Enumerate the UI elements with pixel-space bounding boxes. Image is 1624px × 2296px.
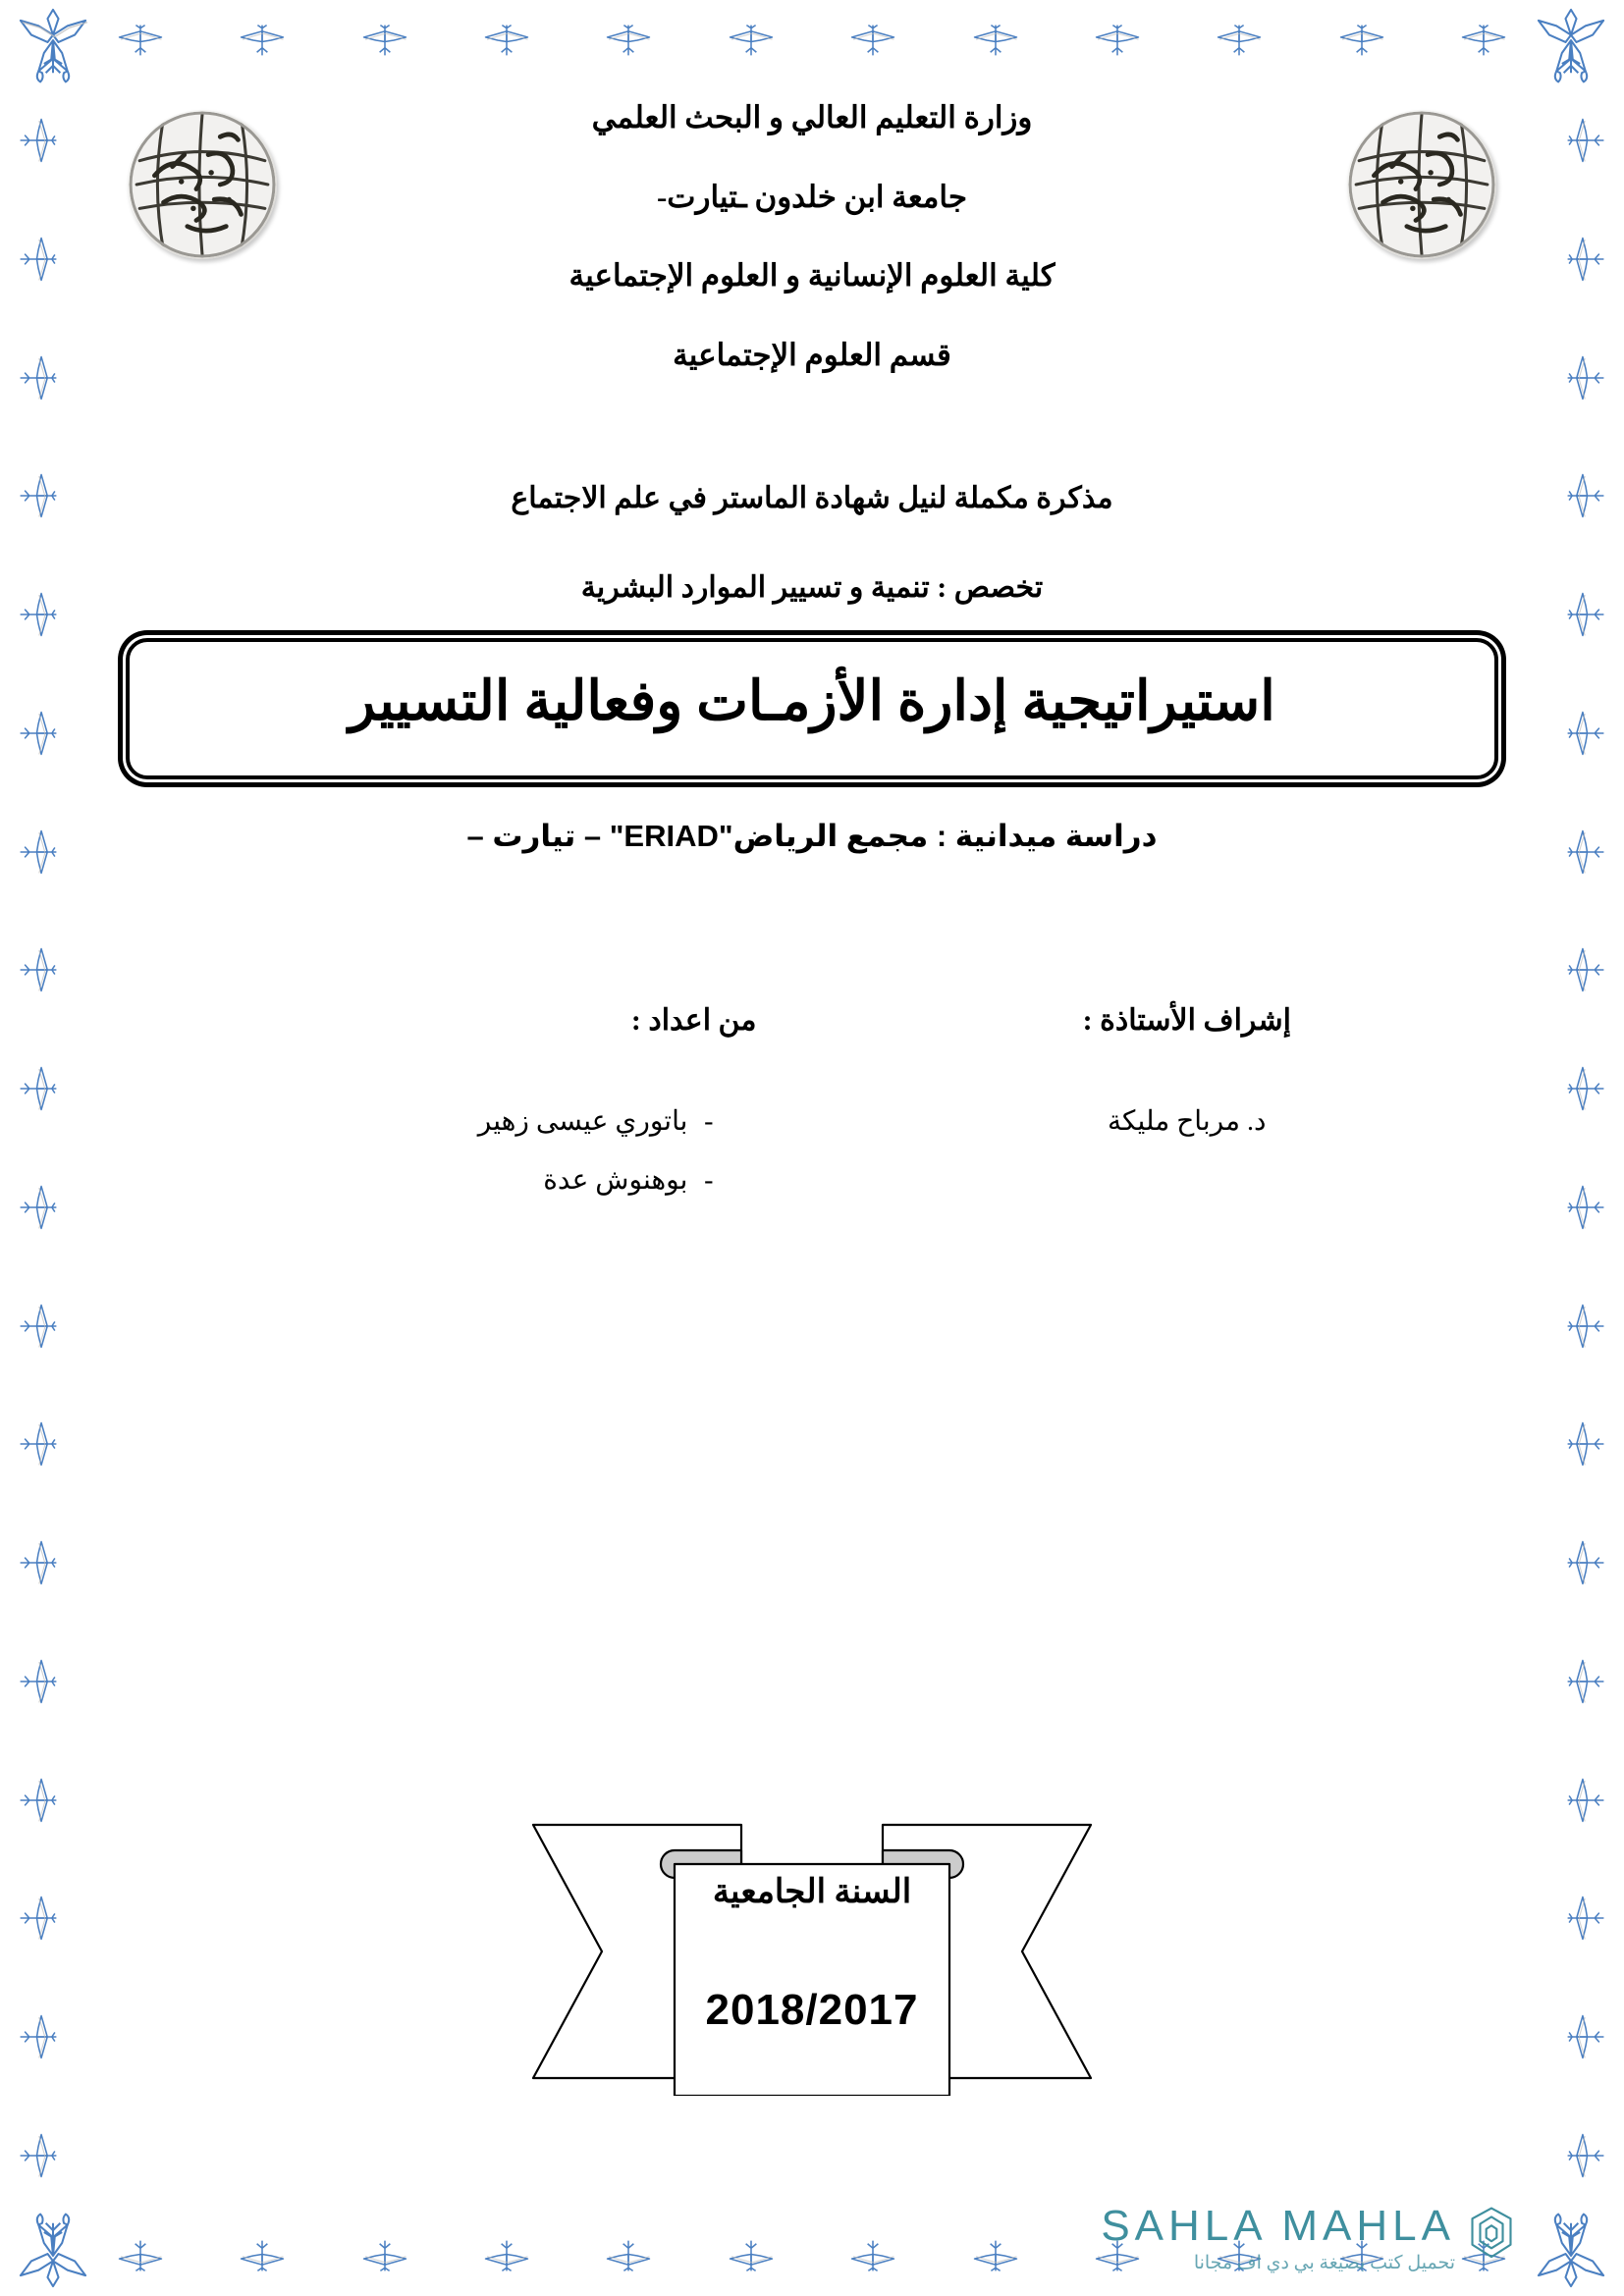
floral-border-motif — [16, 473, 61, 518]
academic-year-label: السنة الجامعية — [712, 1874, 912, 1910]
author-name — [118, 1163, 756, 1197]
floral-border-motif — [1563, 829, 1608, 875]
floral-border-motif — [118, 18, 163, 63]
faculty-line: كلية العلوم الإنسانية و العلوم الإجتماعية — [568, 258, 1056, 294]
floral-border-motif — [16, 1066, 61, 1111]
floral-border-motif — [16, 2014, 61, 2059]
supervisor-name: د. مرباح مليكة — [1108, 1106, 1267, 1138]
floral-border-motif — [16, 947, 61, 992]
floral-border-motif — [16, 829, 61, 875]
floral-border-motif — [1217, 18, 1262, 63]
floral-corner-ornament — [8, 2198, 98, 2288]
author-name-text: باتوري عيسى زهير — [477, 1106, 688, 1138]
floral-border-motif — [16, 118, 61, 163]
floral-border-motif — [729, 2233, 774, 2278]
authors-column — [118, 1003, 782, 1222]
field-study-line: دراسة ميدانية : مجمع الرياض"ERIAD" – تيارت – — [466, 819, 1158, 854]
watermark-brand: SAHLA MAHLA — [1101, 2202, 1455, 2250]
thesis-title-box — [126, 638, 1498, 779]
floral-border-motif — [1563, 1540, 1608, 1585]
floral-border-motif — [484, 2233, 529, 2278]
floral-border-motif — [1095, 18, 1140, 63]
degree-statement: مذكرة مكملة لنيل شهادة الماستر في علم الاجتماع — [511, 482, 1113, 515]
floral-border-motif — [16, 592, 61, 637]
floral-border-motif — [1563, 2014, 1608, 2059]
floral-border-motif — [16, 711, 61, 756]
floral-border-motif — [16, 1778, 61, 1823]
floral-border-motif — [16, 2133, 61, 2178]
floral-border-motif — [240, 18, 285, 63]
authors-heading: من اعداد : — [630, 1004, 757, 1038]
floral-border-motif — [16, 237, 61, 282]
sahla-mahla-watermark — [1101, 2202, 1518, 2274]
sahla-mahla-logo-icon — [1465, 2205, 1518, 2266]
university-line: جامعة ابن خلدون ـتيارت- — [656, 179, 968, 214]
floral-border-motif — [118, 2233, 163, 2278]
ibn-khaldoun-university-logo — [1347, 110, 1496, 259]
list-bullet: - — [704, 1106, 714, 1138]
floral-border-motif — [16, 1896, 61, 1941]
floral-border-motif — [240, 2233, 285, 2278]
floral-border-motif — [1563, 1304, 1608, 1349]
people-section — [118, 1003, 1506, 1222]
author-name-text: بوهنوش عدة — [543, 1165, 688, 1197]
floral-border-motif — [16, 1540, 61, 1585]
floral-border-motif — [1563, 355, 1608, 400]
floral-border-motif — [1563, 1421, 1608, 1467]
supervisor-heading: إشراف الأستاذة : — [1082, 1004, 1291, 1038]
floral-border-motif — [973, 18, 1018, 63]
floral-corner-ornament — [1526, 2198, 1616, 2288]
border-motifs-right — [1563, 118, 1608, 2178]
floral-border-motif — [1563, 1659, 1608, 1704]
floral-border-motif — [729, 18, 774, 63]
floral-border-motif — [850, 18, 895, 63]
floral-border-motif — [362, 18, 407, 63]
floral-border-motif — [16, 1421, 61, 1467]
ibn-khaldoun-university-logo — [128, 110, 277, 259]
floral-border-motif — [606, 2233, 651, 2278]
border-motifs-top — [118, 18, 1506, 63]
department-line: قسم العلوم الإجتماعية — [673, 337, 951, 372]
floral-border-motif — [1563, 473, 1608, 518]
page-title: استيراتيجية إدارة الأزمـات وفعالية التسيير — [349, 671, 1275, 733]
ribbon-shape — [527, 1811, 1097, 2096]
floral-border-motif — [1563, 1185, 1608, 1230]
institution-header — [118, 84, 1506, 371]
degree-block — [118, 481, 1506, 605]
floral-border-motif — [606, 18, 651, 63]
floral-border-motif — [1563, 592, 1608, 637]
border-motifs-left — [16, 118, 61, 2178]
floral-border-motif — [850, 2233, 895, 2278]
floral-border-motif — [1339, 18, 1384, 63]
list-bullet: - — [704, 1165, 714, 1197]
floral-border-motif — [1563, 947, 1608, 992]
floral-corner-ornament — [8, 8, 98, 98]
floral-border-motif — [16, 1304, 61, 1349]
floral-border-motif — [16, 1659, 61, 1704]
floral-border-motif — [1563, 237, 1608, 282]
author-name — [118, 1104, 756, 1138]
floral-border-motif — [16, 1185, 61, 1230]
ministry-line: وزارة التعليم العالي و البحث العلمي — [591, 100, 1033, 134]
floral-border-motif — [1563, 1066, 1608, 1111]
floral-border-motif — [1563, 1778, 1608, 1823]
floral-border-motif — [1563, 2133, 1608, 2178]
floral-border-motif — [1563, 711, 1608, 756]
academic-year-value: 2018/2017 — [705, 1986, 919, 2034]
floral-border-motif — [362, 2233, 407, 2278]
cover-content — [118, 84, 1506, 2212]
floral-border-motif — [1461, 18, 1506, 63]
floral-border-motif — [973, 2233, 1018, 2278]
floral-border-motif — [1563, 1896, 1608, 1941]
floral-border-motif — [1563, 118, 1608, 163]
watermark-texts — [1101, 2202, 1455, 2274]
floral-border-motif — [484, 18, 529, 63]
floral-corner-ornament — [1526, 8, 1616, 98]
academic-year-banner — [118, 1811, 1506, 2096]
floral-border-motif — [16, 355, 61, 400]
degree-specialization: تخصص : تنمية و تسيير الموارد البشرية — [580, 571, 1044, 605]
supervisor-column — [868, 1003, 1506, 1163]
watermark-subtitle: تحميل كتب بصيغة بي دي اف مجانا — [1193, 2253, 1455, 2273]
